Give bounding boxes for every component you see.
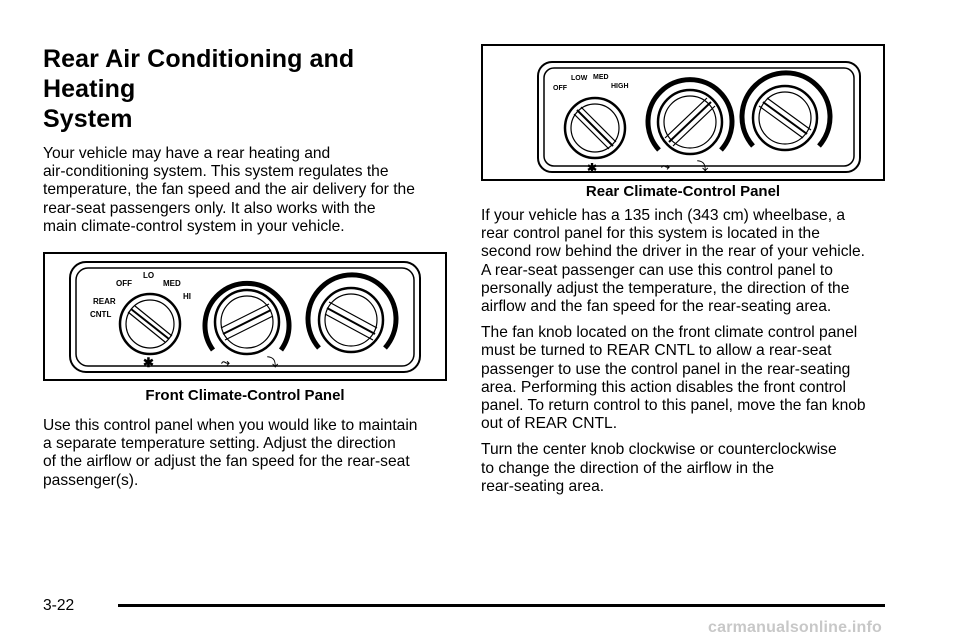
rear-panel-caption: Rear Climate-Control Panel [585, 183, 781, 200]
rear-fan-label-high: HIGH [611, 83, 629, 90]
fan-label-lo: LO [143, 271, 155, 281]
section-title [43, 44, 447, 134]
fan-label-med: MED [163, 279, 181, 289]
rear-fan-label-med: MED [593, 74, 609, 81]
vent-floor-icon: ⤵ [697, 161, 708, 173]
fan-icon: ✱ [587, 161, 598, 175]
fan-label-rear: REAR [93, 297, 116, 307]
center-knob-paragraph: Turn the center knob clockwise or counterclockwise to change the direction of the airflow in the rear-seating area. [481, 441, 837, 495]
fan-icon: ✱ [143, 355, 154, 371]
front-panel-paragraph: Use this control panel when you would like to maintain a separate temperature setting. Adjust the direction of the airflow or adjust the fan speed for the rear-seat passenger(s). [43, 417, 418, 489]
vent-floor-icon: ⤵ [267, 357, 278, 370]
intro-paragraph: Your vehicle may have a rear heating and air-conditioning system. This system regulates the temperature, the fan speed and the air delivery for the rear-seat passengers only. It also works with the main climate-control system in your vehicle. [43, 145, 415, 235]
rear-panel-illustration [483, 46, 883, 179]
rear-temperature-knob [742, 73, 830, 150]
fan-label-off: OFF [116, 279, 132, 289]
rear-fan-knob [565, 98, 625, 158]
rear-fan-label-off: OFF [553, 85, 567, 92]
right-column [481, 44, 885, 496]
vent-face-icon: ⤳ [661, 161, 670, 173]
mode-knob [205, 283, 289, 354]
front-panel-caption: Front Climate-Control Panel [145, 387, 345, 405]
rear-mode-knob [648, 80, 732, 154]
section-title-line2: System [43, 105, 133, 133]
section-title-line1: Rear Air Conditioning and Heating [43, 45, 355, 103]
fan-knob [120, 294, 180, 354]
rear-climate-panel-figure [481, 44, 885, 181]
front-climate-panel-figure [43, 252, 447, 381]
page-number: 3-22 [43, 597, 75, 614]
fan-label-hi: HI [183, 292, 191, 302]
rear-cntl-paragraph: The fan knob located on the front climate control panel must be turned to REAR CNTL to allow a rear-seat passenger to use the control panel in the rear-seating area. Performing this action disables the front control panel. To return control to this panel, move the fan knob out of REAR CNTL. [481, 324, 866, 433]
wheelbase-paragraph: If your vehicle has a 135 inch (343 cm) wheelbase, a rear control panel for this system is located in the second row behind the driver in the rear of your vehicle. A rear-seat passenger can use this control panel to personally adjust the temperature, the direction of the airflow and the fan speed for the rear-seating area. [481, 207, 865, 316]
rear-fan-label-low: LOW [571, 75, 588, 82]
fan-label-cntl: CNTL [90, 310, 112, 320]
footer-rule [118, 604, 885, 607]
watermark[interactable]: carmanualsonline.info [708, 619, 883, 636]
left-column [43, 44, 447, 490]
temperature-knob [308, 275, 396, 352]
vent-face-icon: ⤳ [221, 357, 230, 370]
front-panel-illustration [45, 254, 445, 379]
